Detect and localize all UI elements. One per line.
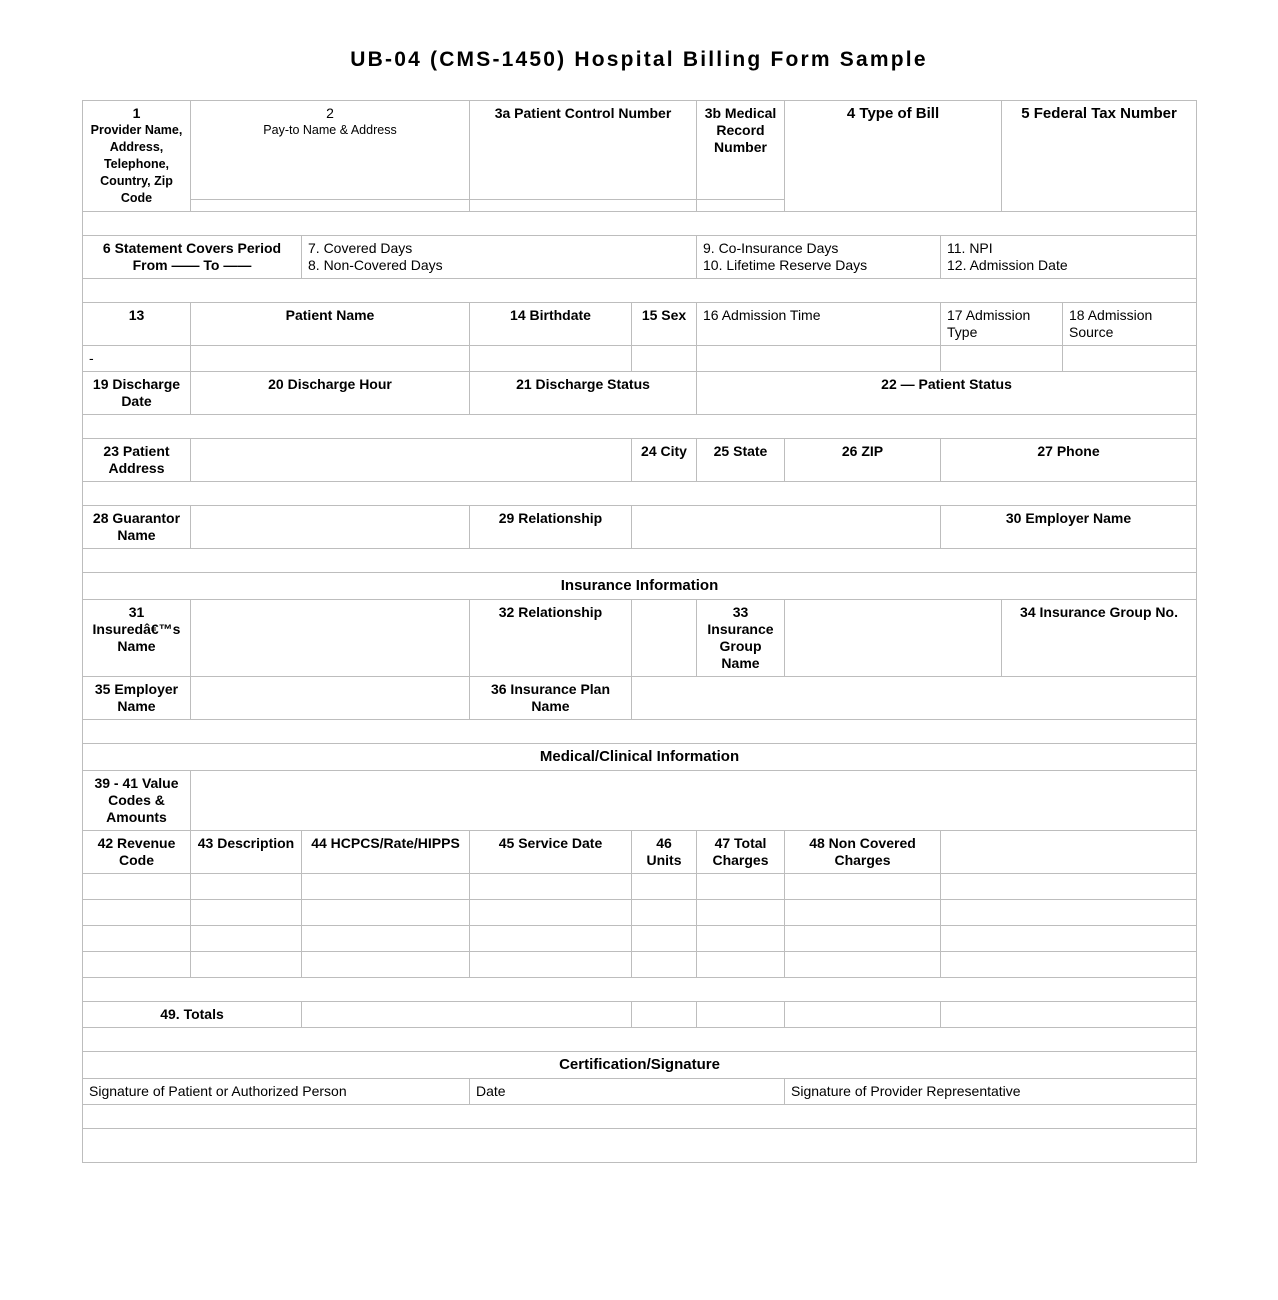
extra-cell[interactable] (941, 926, 1197, 952)
patient-name-input[interactable] (191, 346, 470, 372)
service-date-cell[interactable] (470, 900, 632, 926)
service-date-cell[interactable] (470, 952, 632, 978)
field-29-relationship-input[interactable] (632, 506, 941, 549)
field-3b-input[interactable] (697, 199, 785, 211)
field-20-discharge-hour[interactable]: 20 Discharge Hour (191, 372, 470, 415)
field-9-10-days[interactable] (697, 236, 941, 279)
field-9-co-insurance-days: 9. Co-Insurance Days (703, 240, 839, 256)
non-covered-charges-cell[interactable] (785, 874, 941, 900)
col-42-revenue-code: 42 Revenue Code (83, 831, 191, 874)
field-6-from-to: From —— To —— (132, 257, 252, 273)
field-49-totals-label: 49. Totals (83, 1002, 302, 1028)
field-19-discharge-date[interactable]: 19 Discharge Date (83, 372, 191, 415)
spacer-row (83, 720, 1197, 744)
description-cell[interactable] (191, 874, 302, 900)
field-32-relationship-label: 32 Relationship (470, 600, 632, 677)
field-2-pay-to[interactable] (191, 101, 470, 200)
line-item-row (83, 874, 1197, 900)
field-18-admission-source-input[interactable] (1063, 346, 1197, 372)
field-14-birthdate-input[interactable] (470, 346, 632, 372)
field-28-guarantor-name-label: 28 Guarantor Name (83, 506, 191, 549)
non-covered-charges-cell[interactable] (785, 900, 941, 926)
field-36-insurance-plan-name-label: 36 Insurance Plan Name (470, 677, 632, 720)
field-39-41-value-codes-input[interactable] (191, 771, 1197, 831)
field-3a-patient-control-number[interactable]: 3a Patient Control Number (470, 101, 697, 200)
field-4-type-of-bill[interactable]: 4 Type of Bill (785, 101, 1002, 212)
field-11-npi: 11. NPI (947, 240, 993, 256)
signature-area[interactable] (83, 1129, 1197, 1163)
field-33-insurance-group-name-label: 33 Insurance Group Name (697, 600, 785, 677)
field-14-birthdate-label: 14 Birthdate (470, 303, 632, 346)
field-3b-medical-record-number[interactable]: 3b Medical Record Number (697, 101, 785, 200)
field-17-admission-type-input[interactable] (941, 346, 1063, 372)
field-29-relationship-label: 29 Relationship (470, 506, 632, 549)
field-6-label: 6 Statement Covers Period (102, 240, 282, 256)
field-13-input[interactable]: - (83, 346, 191, 372)
col-46-units: 46 Units (632, 831, 697, 874)
units-cell[interactable] (632, 952, 697, 978)
non-covered-charges-cell[interactable] (785, 952, 941, 978)
patient-signature-label: Signature of Patient or Authorized Person (83, 1079, 470, 1105)
field-25-state[interactable]: 25 State (697, 439, 785, 482)
field-35-employer-name-label: 35 Employer Name (83, 677, 191, 720)
field-31-insured-name-input[interactable] (191, 600, 470, 677)
description-cell[interactable] (191, 952, 302, 978)
field-18-admission-source-label: 18 Admission Source (1063, 303, 1197, 346)
line-item-row (83, 900, 1197, 926)
col-45-service-date: 45 Service Date (470, 831, 632, 874)
field-16-admission-time-label: 16 Admission Time (697, 303, 941, 346)
field-16-admission-time-input[interactable] (697, 346, 941, 372)
totals-description-cell[interactable] (302, 1002, 632, 1028)
field-32-relationship-input[interactable] (632, 600, 697, 677)
totals-non-covered-cell[interactable] (785, 1002, 941, 1028)
field-27-phone[interactable]: 27 Phone (941, 439, 1197, 482)
line-item-row (83, 926, 1197, 952)
col-44-hcpcs-rate-hipps: 44 HCPCS/Rate/HIPPS (302, 831, 470, 874)
field-23-patient-address-label: 23 Patient Address (83, 439, 191, 482)
field-23-patient-address-input[interactable] (191, 439, 632, 482)
units-cell[interactable] (632, 900, 697, 926)
field-2-number: 2 (326, 105, 334, 121)
provider-signature-label: Signature of Provider Representative (785, 1079, 1197, 1105)
non-covered-charges-cell[interactable] (785, 926, 941, 952)
totals-extra-cell[interactable] (941, 1002, 1197, 1028)
field-1-provider[interactable] (83, 101, 191, 212)
revenue-code-cell[interactable] (83, 874, 191, 900)
field-13-label: 13 (83, 303, 191, 346)
field-5-federal-tax-number[interactable]: 5 Federal Tax Number (1002, 101, 1197, 212)
col-43-description: 43 Description (191, 831, 302, 874)
revenue-code-cell[interactable] (83, 926, 191, 952)
spacer-row (83, 978, 1197, 1002)
insurance-section-title: Insurance Information (83, 573, 1197, 600)
field-6-statement-period[interactable] (83, 236, 302, 279)
field-30-employer-name[interactable]: 30 Employer Name (941, 506, 1197, 549)
field-1-label: Provider Name, Address, Telephone, Country, Zip Code (90, 123, 183, 205)
extra-cell[interactable] (941, 900, 1197, 926)
field-24-city[interactable]: 24 City (632, 439, 697, 482)
spacer-row (83, 279, 1197, 303)
spacer-row (83, 549, 1197, 573)
field-3a-input[interactable] (470, 199, 697, 211)
field-7-covered-days: 7. Covered Days (308, 240, 413, 256)
certification-section-title: Certification/Signature (83, 1052, 1197, 1079)
col-47-total-charges: 47 Total Charges (697, 831, 785, 874)
field-11-12[interactable] (941, 236, 1197, 279)
field-21-discharge-status[interactable]: 21 Discharge Status (470, 372, 697, 415)
line-item-row (83, 952, 1197, 978)
hcpcs-cell[interactable] (302, 874, 470, 900)
ub04-form-table (82, 100, 1197, 1163)
total-charges-cell[interactable] (697, 874, 785, 900)
form-title: UB-04 (CMS-1450) Hospital Billing Form Sample (350, 48, 928, 71)
hcpcs-cell[interactable] (302, 952, 470, 978)
field-26-zip[interactable]: 26 ZIP (785, 439, 941, 482)
service-date-cell[interactable] (470, 926, 632, 952)
service-date-cell[interactable] (470, 874, 632, 900)
field-12-admission-date: 12. Admission Date (947, 257, 1068, 273)
extra-cell[interactable] (941, 952, 1197, 978)
col-blank (941, 831, 1197, 874)
field-22-patient-status[interactable]: 22 — Patient Status (697, 372, 1197, 415)
totals-total-charges-cell[interactable] (697, 1002, 785, 1028)
totals-units-cell[interactable] (632, 1002, 697, 1028)
signature-input-row[interactable] (83, 1105, 1197, 1129)
revenue-code-cell[interactable] (83, 900, 191, 926)
extra-cell[interactable] (941, 874, 1197, 900)
description-cell[interactable] (191, 900, 302, 926)
field-8-non-covered-days: 8. Non-Covered Days (308, 257, 443, 273)
total-charges-cell[interactable] (697, 952, 785, 978)
field-2-label: Pay-to Name & Address (263, 123, 397, 137)
field-34-insurance-group-no[interactable]: 34 Insurance Group No. (1002, 600, 1197, 677)
units-cell[interactable] (632, 874, 697, 900)
field-2-input[interactable] (191, 199, 470, 211)
spacer-row (83, 1028, 1197, 1052)
field-15-sex-label: 15 Sex (632, 303, 697, 346)
spacer-row (83, 415, 1197, 439)
description-cell[interactable] (191, 926, 302, 952)
date-label: Date (470, 1079, 785, 1105)
total-charges-cell[interactable] (697, 900, 785, 926)
patient-name-label: Patient Name (191, 303, 470, 346)
field-33-insurance-group-name-input[interactable] (785, 600, 1002, 677)
spacer-row (83, 482, 1197, 506)
field-1-number: 1 (132, 105, 141, 121)
medical-section-title: Medical/Clinical Information (83, 744, 1197, 771)
units-cell[interactable] (632, 926, 697, 952)
field-15-sex-input[interactable] (632, 346, 697, 372)
field-28-guarantor-name-input[interactable] (191, 506, 470, 549)
field-31-insured-name-label: 31 Insuredâ€™s Name (83, 600, 191, 677)
field-39-41-value-codes-label: 39 - 41 Value Codes & Amounts (83, 771, 191, 831)
revenue-code-cell[interactable] (83, 952, 191, 978)
field-35-employer-name-input[interactable] (191, 677, 470, 720)
field-7-8-days[interactable] (302, 236, 697, 279)
field-17-admission-type-label: 17 Admission Type (941, 303, 1063, 346)
spacer-row (83, 212, 1197, 236)
hcpcs-cell[interactable] (302, 926, 470, 952)
hcpcs-cell[interactable] (302, 900, 470, 926)
col-48-non-covered-charges: 48 Non Covered Charges (785, 831, 941, 874)
total-charges-cell[interactable] (697, 926, 785, 952)
field-10-lifetime-reserve-days: 10. Lifetime Reserve Days (703, 257, 868, 273)
field-36-insurance-plan-name-input[interactable] (632, 677, 1197, 720)
